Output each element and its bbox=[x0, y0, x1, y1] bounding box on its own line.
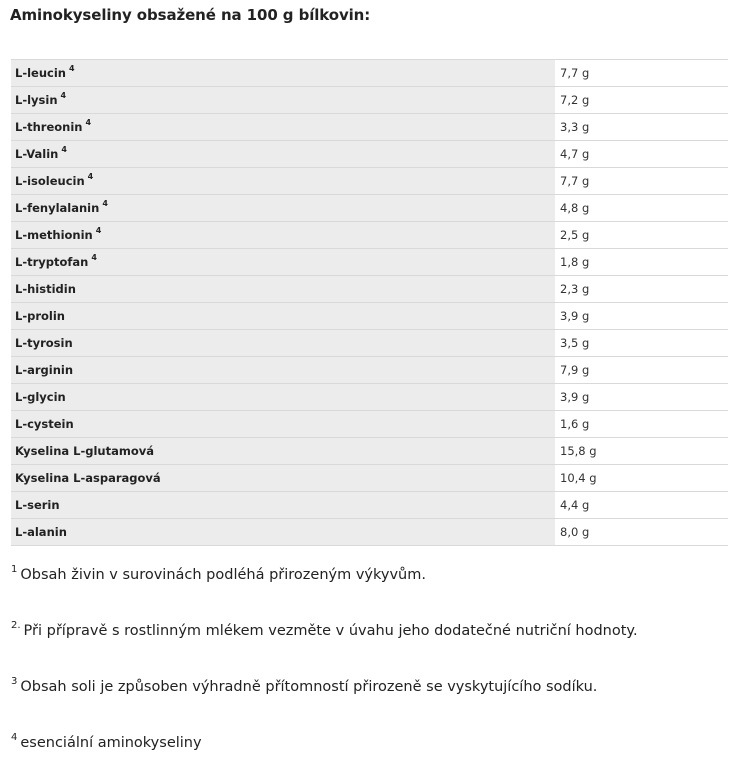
amino-acid-value: 7,2 g bbox=[555, 87, 728, 114]
table-row bbox=[11, 276, 728, 303]
table-row bbox=[11, 438, 728, 465]
footnote-mark: 4 bbox=[102, 199, 108, 209]
amino-acid-name: L-methionin $^4$ bbox=[11, 222, 555, 249]
table-row bbox=[11, 249, 728, 276]
amino-acid-value: 7,7 g bbox=[555, 168, 728, 195]
table-row bbox=[11, 330, 728, 357]
amino-acid-value: 3,9 g bbox=[555, 384, 728, 411]
table-row bbox=[11, 168, 728, 195]
amino-acid-name: L-histidin bbox=[11, 276, 555, 303]
amino-acid-name: L-alanin bbox=[11, 519, 555, 546]
footnote-mark: 4 bbox=[68, 64, 75, 74]
amino-acid-name: L-Valin $^4$ bbox=[11, 141, 555, 168]
footnote-mark: 4 bbox=[87, 172, 94, 182]
footnote-mark: 2. bbox=[11, 620, 21, 631]
table-row bbox=[11, 114, 728, 141]
amino-acid-name: L-cystein bbox=[11, 411, 555, 438]
table-row bbox=[11, 87, 728, 114]
footnote-mark: 4 bbox=[95, 226, 102, 236]
table-row bbox=[11, 303, 728, 330]
footnote-mark: 4 bbox=[11, 732, 18, 743]
footnote-4 bbox=[11, 733, 202, 751]
footnote-text: Při přípravě s rostlinným mlékem vezměte v úvahu jeho dodatečné nutriční hodnoty. bbox=[23, 622, 638, 639]
amino-acid-name: L-threonin $^4$ bbox=[11, 114, 555, 141]
table-row bbox=[11, 60, 728, 87]
amino-acid-value: 4,8 g bbox=[555, 195, 728, 222]
amino-acid-value: 4,7 g bbox=[555, 141, 728, 168]
amino-acid-name: L-isoleucin $^4$ bbox=[11, 168, 555, 195]
footnote-1 bbox=[11, 565, 426, 583]
amino-acid-value: 3,3 g bbox=[555, 114, 728, 141]
footnote-mark: 4 bbox=[60, 91, 67, 101]
table-row bbox=[11, 141, 728, 168]
footnote-mark: 4 bbox=[91, 253, 97, 263]
amino-acid-value: 2,3 g bbox=[555, 276, 728, 303]
footnote-text: Obsah živin v surovinách podléhá přirozeným výkyvům. bbox=[20, 566, 426, 583]
amino-acid-name: L-tryptofan $^4$ bbox=[11, 249, 555, 276]
amino-acid-name: Kyselina L-glutamová bbox=[11, 438, 555, 465]
amino-acid-name: Kyselina L-asparagová bbox=[11, 465, 555, 492]
amino-acid-name: L-arginin bbox=[11, 357, 555, 384]
amino-acid-value: 1,6 g bbox=[555, 411, 728, 438]
footnote-2 bbox=[11, 621, 638, 639]
amino-acid-name: L-tyrosin bbox=[11, 330, 555, 357]
amino-acid-name: L-prolin bbox=[11, 303, 555, 330]
amino-acid-value: 10,4 g bbox=[555, 465, 728, 492]
footnote-text: Obsah soli je způsoben výhradně přítomností přirozeně se vyskytujícího sodíku. bbox=[20, 678, 598, 695]
amino-acid-value: 1,8 g bbox=[555, 249, 728, 276]
table-row bbox=[11, 465, 728, 492]
amino-acid-value: 8,0 g bbox=[555, 519, 728, 546]
footnote-text: esenciální aminokyseliny bbox=[20, 734, 202, 751]
footnote-mark: 4 bbox=[61, 145, 67, 155]
amino-acid-value: 7,9 g bbox=[555, 357, 728, 384]
amino-acid-value: 7,7 g bbox=[555, 60, 728, 87]
table-row bbox=[11, 384, 728, 411]
table-row bbox=[11, 411, 728, 438]
footnote-3 bbox=[11, 677, 597, 695]
table-row bbox=[11, 195, 728, 222]
amino-acid-name: L-fenylalanin $^4$ bbox=[11, 195, 555, 222]
amino-acid-value: 2,5 g bbox=[555, 222, 728, 249]
amino-acid-name: L-lysin $^4$ bbox=[11, 87, 555, 114]
amino-acid-name: L-glycin bbox=[11, 384, 555, 411]
table-row bbox=[11, 357, 728, 384]
footnote-mark: 4 bbox=[85, 118, 92, 128]
amino-acid-name: L-leucin $^4$ bbox=[11, 60, 555, 87]
amino-acid-value: 3,5 g bbox=[555, 330, 728, 357]
amino-acid-value: 15,8 g bbox=[555, 438, 728, 465]
table-row bbox=[11, 492, 728, 519]
amino-acid-value: 4,4 g bbox=[555, 492, 728, 519]
footnote-mark: 1 bbox=[11, 564, 18, 575]
amino-acid-value: 3,9 g bbox=[555, 303, 728, 330]
section-heading: Aminokyseliny obsažené na 100 g bílkovin: bbox=[10, 6, 371, 24]
footnote-mark: 3 bbox=[11, 676, 18, 687]
amino-acid-name: L-serin bbox=[11, 492, 555, 519]
table-row bbox=[11, 222, 728, 249]
table-row bbox=[11, 519, 728, 546]
amino-acid-table bbox=[11, 59, 728, 546]
